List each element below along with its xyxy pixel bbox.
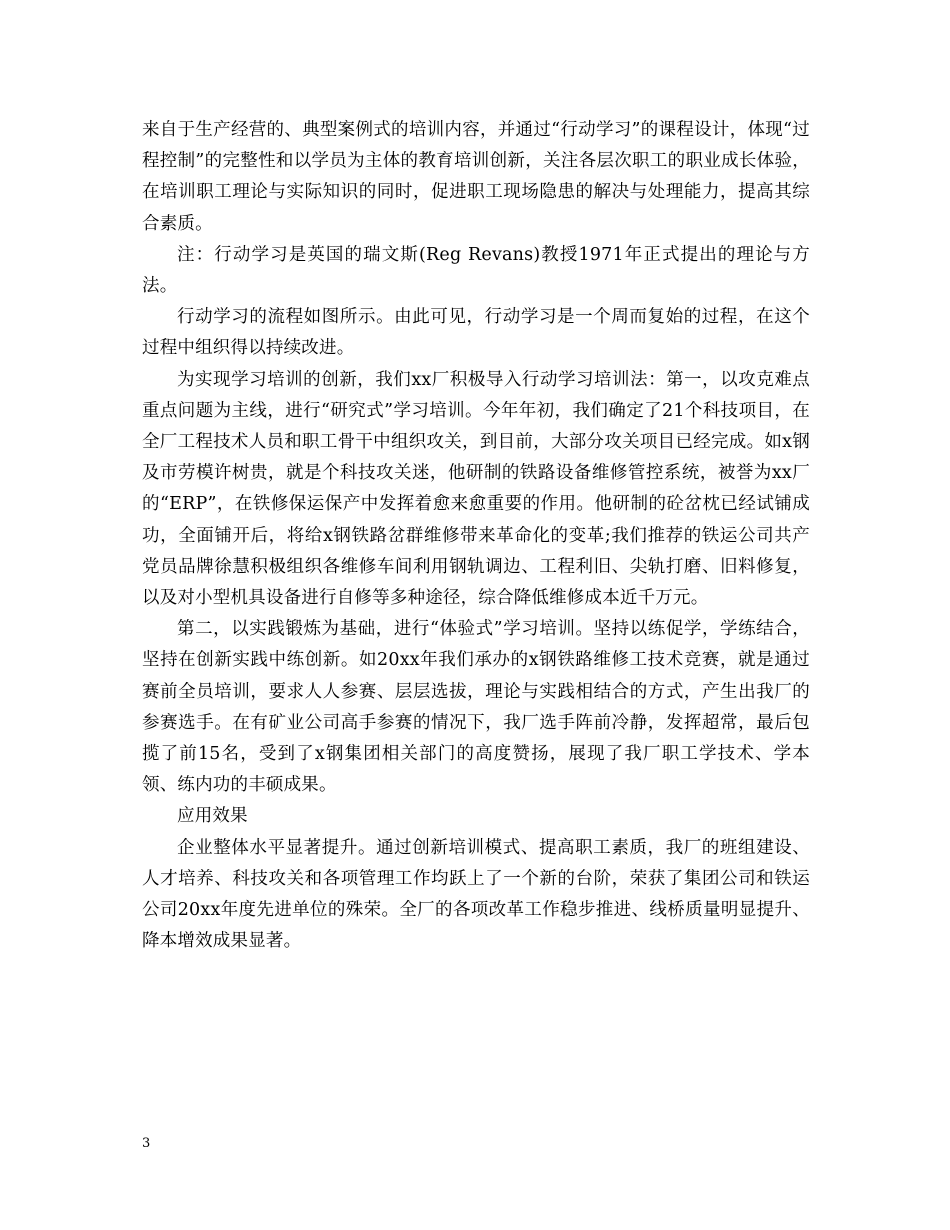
paragraph-enterprise-improvement: 企业整体水平显著提升。通过创新培训模式、提高职工素质，我厂的班组建设、人才培养、科技攻关和各项管理工作均跃上了一个新的台阶，荣获了集团公司和铁运公司20xx年度先进单位的殊荣。全厂的各项改革工作稳步推进、线桥质量明显提升、降本增效成果显著。 [142,837,810,952]
paragraph-experience-training: 第二，以实践锻炼为基础，进行“体验式”学习培训。坚持以练促学，学练结合，坚持在创新实践中练创新。如20xx年我们承办的x钢铁路维修工技术竞赛，就是通过赛前全员培训，要求人人参赛、层层选拔，理论与实践相结合的方式，产生出我厂的参赛选手。在有矿业公司高手参赛的情况下，我厂选手阵前冷静，发挥超常，最后包揽了前15名，受到了x钢集团相关部门的高度赞扬，展现了我厂职工学技术、学本领、练内功的丰硕成果。 [142,619,810,796]
paragraph-process: 行动学习的流程如图所示。由此可见，行动学习是一个周而复始的过程，在这个过程中组织得以持续改进。 [142,307,810,359]
section-heading-application-effect: 应用效果 [177,806,248,827]
page-number: 3 [142,1136,151,1151]
paragraph-note: 注：行动学习是英国的瑞文斯(Reg Revans)教授1971年正式提出的理论与方法。 [142,244,810,297]
paragraph-research-training: 为实现学习培训的创新，我们xx厂积极导入行动学习培训法：第一，以攻克难点重点问题为主线，进行“研究式”学习培训。今年年初，我们确定了21个科技项目，在全厂工程技术人员和职工骨干中组织攻关，到目前，大部分攻关项目已经完成。如x钢及市劳模许树贵，就是个科技攻关迷，他研制的铁路设备维修管控系统，被誉为xx厂的“ERP”，在铁修保运保产中发挥着愈来愈重要的作用。他研制的砼岔枕已经试铺成功，全面铺开后，将给x钢铁路岔群维修带来革命化的变革;我们推荐的铁运公司共产党员品牌徐慧积极组织各维修车间利用钢轨调边、工程利旧、尖轨打磨、旧料修复，以及对小型机具设备进行自修等多种途径，综合降低维修成本近千万元。 [142,369,810,609]
paragraph-intro: 来自于生产经营的、典型案例式的培训内容，并通过“行动学习”的课程设计，体现“过程控制”的完整性和以学员为主体的教育培训创新，关注各层次职工的职业成长体验，在培训职工理论与实际知识的同时，促进职工现场隐患的解决与处理能力，提高其综合素质。 [142,120,810,234]
document-body [142,115,810,957]
